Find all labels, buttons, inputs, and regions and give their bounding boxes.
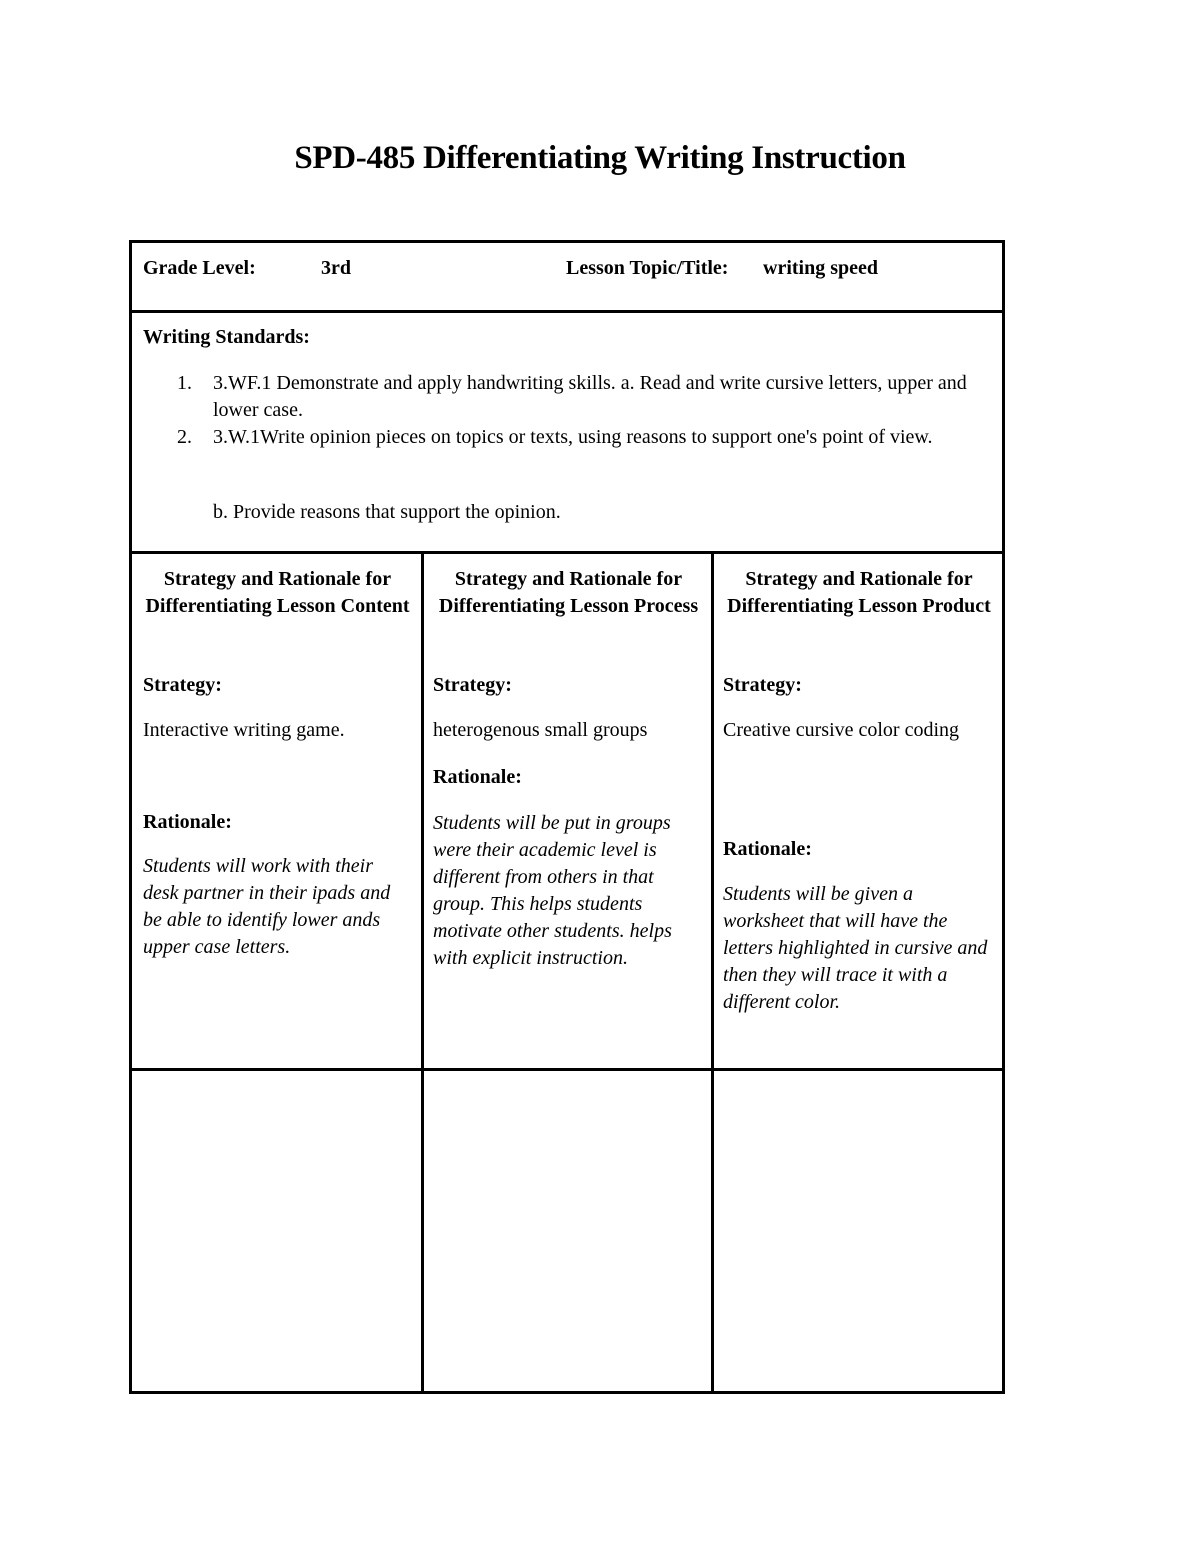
list-item — [132, 370, 1002, 424]
content-column-heading: Strategy and Rationale for Differentiating Lesson Content — [145, 568, 410, 617]
list-item-number: 2. — [177, 426, 192, 448]
process-rationale-text: Students will be put in groups were their academic level is different from others in that group. This helps students motivate other students. helps with explicit instruction. — [433, 812, 672, 969]
process-strategy-label: Strategy: — [433, 674, 512, 696]
empty-cell — [421, 1071, 711, 1391]
process-column-heading: Strategy and Rationale for Differentiating Lesson Process — [438, 568, 699, 617]
content-strategy-text: Interactive writing game. — [143, 719, 345, 741]
product-rationale-label: Rationale: — [723, 838, 812, 860]
product-rationale-text: Students will be given a worksheet that will have the letters highlighted in cursive and then they will trace it with a different color. — [723, 883, 988, 1013]
process-rationale-label: Rationale: — [433, 766, 522, 788]
empty-cell — [711, 1071, 1002, 1391]
standards-list — [132, 370, 1002, 451]
product-column — [711, 554, 1002, 1068]
grade-level-label: Grade Level: — [143, 257, 256, 279]
content-rationale-label: Rationale: — [143, 811, 232, 833]
lesson-topic-label: Lesson Topic/Title: — [566, 257, 729, 279]
lesson-topic-value: writing speed — [763, 257, 878, 279]
list-item-text: 3.W.1Write opinion pieces on topics or texts, using reasons to support one's point of view. — [213, 426, 933, 448]
product-strategy-label: Strategy: — [723, 674, 802, 696]
product-column-heading: Strategy and Rationale for Differentiating Lesson Product — [727, 568, 991, 617]
product-strategy-text: Creative cursive color coding — [723, 719, 960, 741]
page-title: SPD-485 Differentiating Writing Instruction — [294, 140, 906, 176]
lesson-plan-table — [129, 240, 1005, 1394]
empty-row — [132, 1071, 1002, 1391]
content-column — [132, 554, 421, 1068]
strategy-rationale-row — [132, 554, 1002, 1071]
standard-subpoint: b. Provide reasons that support the opinion. — [213, 501, 561, 523]
list-item-text: 3.WF.1 Demonstrate and apply handwriting skills. a. Read and write cursive letters, upper and lower case. — [213, 372, 967, 421]
list-item-number: 1. — [177, 372, 192, 394]
process-column — [421, 554, 711, 1068]
writing-standards-heading: Writing Standards: — [143, 326, 310, 348]
writing-standards-row — [132, 313, 1002, 554]
content-rationale-text: Students will work with their desk partner in their ipads and be able to identify lower ands upper case letters. — [143, 855, 391, 958]
process-strategy-text: heterogenous small groups — [433, 719, 648, 741]
grade-level-value: 3rd — [321, 257, 351, 279]
grade-topic-row — [132, 243, 1002, 313]
content-strategy-label: Strategy: — [143, 674, 222, 696]
empty-cell — [132, 1071, 421, 1391]
list-item — [132, 424, 1002, 451]
